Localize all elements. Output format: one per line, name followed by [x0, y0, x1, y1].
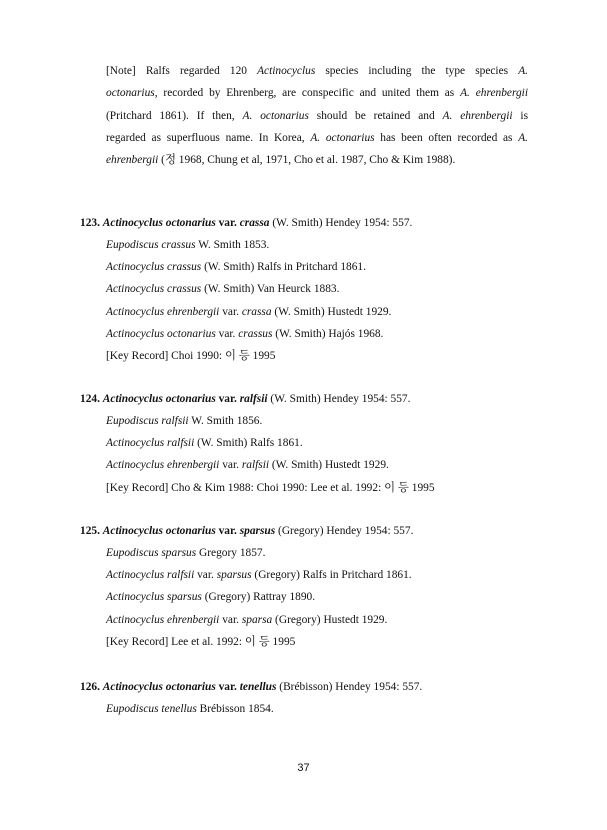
- text-run: crassa: [239, 217, 270, 229]
- text-run: W. Smith 1853.: [195, 239, 270, 251]
- text-run: Gregory 1857.: [196, 547, 266, 559]
- text-run: , recorded by Ehrenberg, are conspecific and united them as: [154, 87, 461, 100]
- entry-heading: [80, 676, 520, 698]
- text-run: Eupodiscus sparsus: [106, 547, 197, 559]
- text-run: Actinocyclus octonarius: [102, 393, 216, 405]
- text-run: (Brébisson) Hendey 1954: 557.: [276, 681, 423, 693]
- text-run: var.: [219, 613, 242, 626]
- synonym-line: [80, 564, 520, 586]
- entry-number: 126.: [80, 681, 100, 693]
- text-run: (W. Smith) Hendey 1954: 557.: [269, 217, 413, 229]
- synonym-line: [80, 477, 520, 499]
- text-run: sparsa: [241, 613, 273, 626]
- text-run: A. ehrenbergii: [460, 87, 528, 100]
- synonym-line: [80, 432, 520, 454]
- text-run: (Gregory) Hendey 1954: 557.: [275, 525, 414, 537]
- text-run: (W. Smith) Ralfs in Pritchard 1861.: [201, 261, 366, 274]
- text-run: A. ehrenbergii: [442, 109, 513, 122]
- text-run: Actinocyclus ehrenbergii: [106, 305, 220, 318]
- synonym-line: [80, 454, 520, 476]
- species-entry: [80, 520, 520, 653]
- text-run: (Pritchard 1861). If then,: [106, 109, 243, 122]
- note-line: [106, 127, 528, 149]
- text-run: ralfsii: [241, 459, 270, 472]
- synonym-line: [80, 323, 520, 345]
- page-number: 37: [297, 762, 310, 774]
- species-entry: [80, 676, 520, 720]
- text-run: Eupodiscus ralfsii: [106, 415, 189, 427]
- text-run: (Gregory) Rattray 1890.: [201, 591, 316, 604]
- text-run: (W. Smith) Ralfs 1861.: [194, 437, 303, 450]
- text-run: species including the type species: [315, 65, 519, 77]
- entry-number: 123.: [80, 217, 100, 229]
- text-run: [Note] Ralfs regarded 120: [106, 65, 258, 77]
- text-run: has been often recorded as: [374, 131, 519, 144]
- synonym-line: [80, 631, 520, 653]
- text-run: var.: [215, 681, 240, 693]
- species-entry: [80, 212, 520, 367]
- text-run: should be retained and: [308, 109, 443, 122]
- text-run: (Gregory) Ralfs in Pritchard 1861.: [251, 569, 412, 582]
- text-run: Actinocyclus crassus: [106, 261, 202, 274]
- text-run: Actinocyclus crassus: [106, 283, 202, 296]
- text-run: Actinocyclus octonarius: [106, 327, 216, 340]
- text-run: Actinocyclus: [257, 65, 316, 77]
- text-run: (W. Smith) Van Heurck 1883.: [201, 283, 340, 296]
- synonym-line: [80, 698, 520, 720]
- text-run: (W. Smith) Hustedt 1929.: [269, 459, 389, 472]
- note-line: [106, 82, 528, 104]
- note-line: [106, 105, 528, 127]
- entry-number: 124.: [80, 393, 100, 405]
- text-run: (정 1968, Chung et al, 1971, Cho et al. 1987, Cho & Kim 1988).: [158, 154, 456, 167]
- synonym-line: [80, 234, 520, 256]
- text-run: Actinocyclus ehrenbergii: [106, 613, 220, 626]
- synonym-line: [80, 609, 520, 631]
- text-run: var.: [215, 217, 240, 229]
- text-run: var.: [219, 305, 242, 318]
- note-line: [106, 60, 528, 82]
- entry-heading: [80, 388, 520, 410]
- text-run: sparsus: [239, 525, 276, 537]
- species-entry: [80, 388, 520, 499]
- text-run: (Gregory) Hustedt 1929.: [272, 613, 388, 626]
- text-run: var.: [194, 569, 217, 582]
- text-run: regarded as superfluous name. In Korea,: [106, 131, 311, 144]
- text-run: tenellus: [239, 681, 277, 693]
- text-run: Actinocyclus ralfsii: [106, 437, 195, 450]
- text-run: [Key Record] Cho & Kim 1988: Choi 1990: Lee et al. 1992: 이 등 1995: [106, 481, 435, 494]
- text-run: sparsus: [216, 569, 252, 582]
- synonym-line: [80, 256, 520, 278]
- text-run: octonarius: [106, 87, 155, 100]
- synonym-line: [80, 410, 520, 432]
- text-run: ehrenbergii: [106, 154, 159, 167]
- entry-heading: [80, 212, 520, 234]
- synonym-line: [80, 586, 520, 608]
- text-run: (W. Smith) Hajós 1968.: [272, 327, 384, 340]
- text-run: Brébisson 1854.: [196, 703, 274, 715]
- text-run: A. octonarius: [242, 109, 309, 122]
- synonym-line: [80, 278, 520, 300]
- text-run: Actinocyclus ralfsii: [106, 569, 195, 582]
- text-run: Eupodiscus crassus: [106, 239, 196, 251]
- text-run: (W. Smith) Hustedt 1929.: [271, 305, 392, 318]
- entry-heading: [80, 520, 520, 542]
- text-run: W. Smith 1856.: [188, 415, 263, 427]
- text-run: var.: [215, 393, 240, 405]
- text-run: crassus: [238, 327, 273, 340]
- text-run: [Key Record] Choi 1990: 이 등 1995: [106, 349, 276, 362]
- text-run: Actinocyclus octonarius: [102, 525, 216, 537]
- synonym-line: [80, 542, 520, 564]
- text-run: Eupodiscus tenellus: [106, 703, 197, 715]
- text-run: var.: [215, 327, 239, 340]
- text-run: A.: [518, 65, 528, 77]
- synonym-line: [80, 345, 520, 367]
- entry-number: 125.: [80, 525, 100, 537]
- text-run: A.: [518, 131, 528, 144]
- text-run: Actinocyclus ehrenbergii: [106, 459, 220, 472]
- text-run: var.: [215, 525, 240, 537]
- text-run: crassa: [241, 305, 272, 318]
- text-run: is: [512, 109, 529, 122]
- text-run: Actinocyclus octonarius: [102, 681, 216, 693]
- text-run: ralfsii: [239, 393, 268, 405]
- text-run: [Key Record] Lee et al. 1992: 이 등 1995: [106, 635, 296, 648]
- synonym-line: [80, 301, 520, 323]
- note-paragraph: [106, 60, 528, 171]
- text-run: A. octonarius: [310, 131, 375, 144]
- text-run: var.: [219, 459, 242, 472]
- text-run: (W. Smith) Hendey 1954: 557.: [267, 393, 411, 405]
- text-run: Actinocyclus sparsus: [106, 591, 202, 604]
- text-run: Actinocyclus octonarius: [102, 217, 216, 229]
- note-line: [106, 149, 528, 171]
